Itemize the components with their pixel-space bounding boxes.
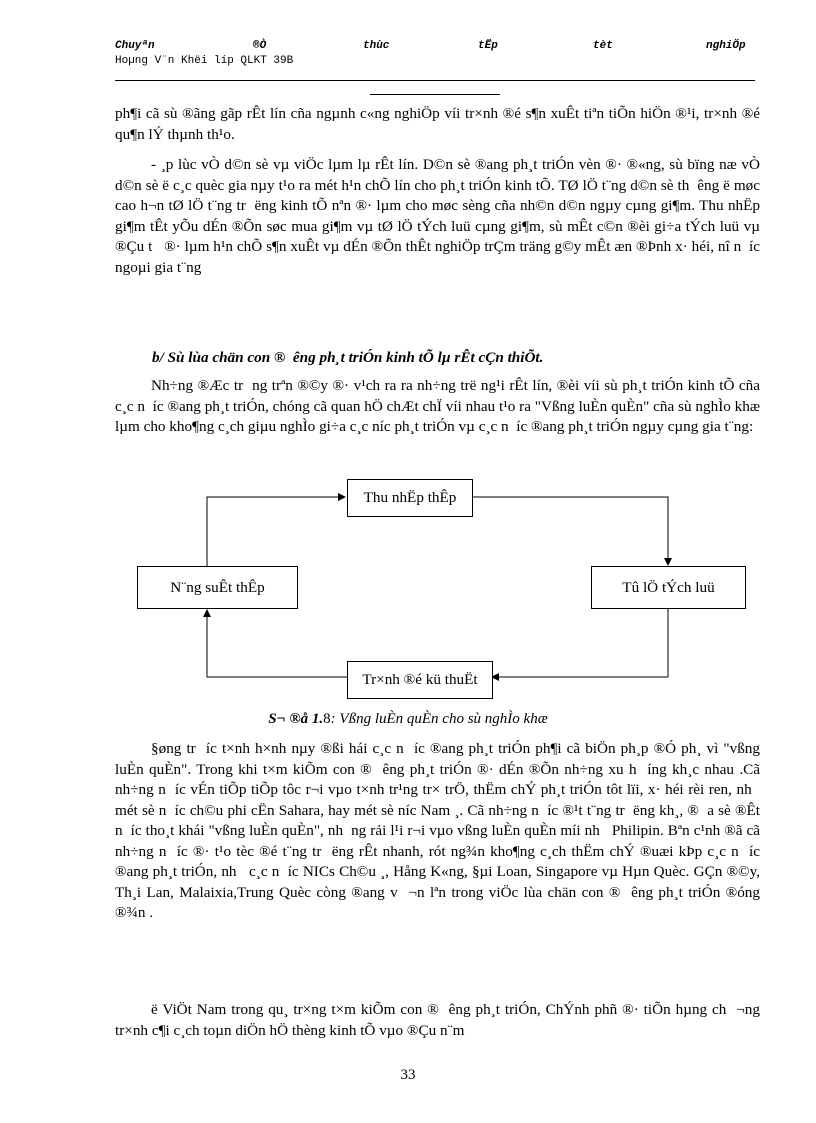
arrow-bottom-to-left [207,610,347,677]
paragraph-3-text: Nh÷ng ®Æc tr ng trªn ®©y ®· v¹ch ra ra nh÷ng trë ng¹i rÊt lín, ®èi víi sù ph¸t triÓn kinh tÕ cña c¸c n íc ®ang ph¸t triÓn, chóng cã quan hÖ chÆt chÏ víi nhau t¹o ra "Vßng luÈn quÈn" cña sù nghÌo khæ lµm cho kho¶ng c¸ch giµu nghÌo gi÷a c¸c níc ph¸t triÓn vµ c¸c n íc ®ang ph¸t triÓn ngµy cµng gia t¨ng: [115,377,760,435]
box-technical-level: Tr×nh ®é kü thuËt [347,661,493,699]
diagram-caption [0,711,816,728]
page-number: 33 [400,1067,416,1083]
header-rule-short [370,94,500,95]
paragraph-2-text: - ¸p lùc vÒ d©n sè vµ viÖc lµm lµ rÊt lín. D©n sè ®ang ph¸t triÓn vèn ®· ®«ng, sù bïng næ vÒ d©n sè ë c¸c quèc gia nµy t¹o ra mét h¹n chÕ lín cho ph¸t triÓn kinh tÕ. TØ lÖ t¨ng d©n sè th êng ë møc cao h¬n tØ lÖ t¨ng tr ëng kinh tÕ nªn ®· lµm cho møc sèng cña nh©n d©n ngµy cµng gi¶m. Thu nhËp gi¶m tÊt yÕu dÉn ®Õn søc mua gi¶m vµ tØ lÖ tÝch luü cµng gi¶m, sù mÊt c©n ®èi gi÷a tÝch luü vµ ®Çu t ®· lµm h¹n chÕ s¶n xuÊt vµ dÉn ®Õn thÊt nghiÖp trÇm träng g©y mÊt æn ®Þnh x· héi, nî n íc ngoµi gia t¨ng [115,156,760,276]
header-word-5: tèt [593,40,613,52]
arrow-right-to-bottom [492,608,668,677]
paragraph-1-text: ph¶i cã sù ®ãng gãp rÊt lín cña ngµnh c«ng nghiÖp víi tr×nh ®é s¶n xuÊt tiªn tiÕn hiÖn ®¹i, tr×nh ®é qu¶n lÝ thµnh th¹o. [115,105,760,143]
paragraph-5-text: ë ViÖt Nam trong qu¸ tr×ng t×m kiÕm con ® êng ph¸t triÓn, ChÝnh phñ ®· tiÕn hµng ch ¬ng tr×nh c¶i c¸ch toµn diÖn hÖ thèng kinh tÕ vµo ®Çu n¨m [115,1001,760,1039]
paragraph-2 [115,155,760,278]
vicious-cycle-diagram [0,470,816,710]
box-low-productivity: N¨ng suÊt thÊp [137,566,298,609]
header-word-3: thùc [363,40,390,52]
box-accumulation-rate: Tû lÖ tÝch luü [591,566,746,609]
running-header-author: Hoµng V¨n Khëi líp QLKT 39B [115,55,294,67]
header-word-4: tËp [478,40,498,52]
paragraph-5 [115,1000,760,1041]
section-heading-b: b/ Sù lùa chän con ® êng ph¸t triÓn kinh tÕ lµ rÊt cÇn thiÕt. [152,349,544,366]
paragraph-1 [115,104,760,145]
caption-text: : Vßng luÈn quÈn cho sù nghÌo khæ [330,711,548,727]
arrow-top-to-right [472,497,668,565]
header-word-2: ®Ò [253,40,267,52]
caption-label: S¬ ®å 1. [268,711,324,727]
box-low-income: Thu nhËp thÊp [347,479,473,517]
header-word-1: Chuyªn [115,40,155,52]
paragraph-4 [115,739,760,924]
paragraph-3 [115,376,760,438]
header-word-6: nghiÖp [706,40,746,52]
arrow-left-to-top [207,497,345,566]
paragraph-4-text: §øng tr íc t×nh h×nh nµy ®ßi hái c¸c n íc ®ang ph¸t triÓn ph¶i cã biÖn ph¸p ®Ó ph¸ vì "vßng luÈn quÈn". Trong khi t×m kiÕm con ® êng ph¸t triÓn ®· dÉn ®Õn nh÷ng xu h íng kh¸c nhau .Cã nh÷ng n íc vÉn tiÕp tiÕp tôc r¬i vµo t×nh tr¹ng tr× trÖ, thËm chÝ ph¸t triÓn tôt lïi, x· héi rèi ren, nh mét sè n íc ch©u phi cËn Sahara, hay mét sè níc Nam ¸. Cã nh÷ng n íc ®¹t t¨ng tr ëng kh¸, ® a sè ®Êt n íc tho¸t khái "vßng luÈn quÈn", nh ng rải l¹i r¬i vµo vßng luÈn quÈn míi nh Philipin. Bªn c¹nh ®ã cã nh÷ng n íc ®· t¹o tèc ®é t¨ng tr ëng rÊt nhanh, rót ng¾n kho¶ng c¸ch thËm chÝ ®uæi kÞp c¸c n íc ®ang ph¸t triÓn, nh c¸c n íc NICs Ch©u ¸, Hång K«ng, §µi Loan, Singapore vµ Hµn Quèc. GÇn ®©y, Th¸i Lan, Malaixia,Trung Quèc còng ®ang v ¬n lªn trong viÖc lùa chän con ® êng ph¸t triÓn ®óng ®¾n . [115,740,760,921]
running-header-title [115,40,760,54]
header-rule [115,80,755,81]
caption-number: 8 [323,711,331,727]
